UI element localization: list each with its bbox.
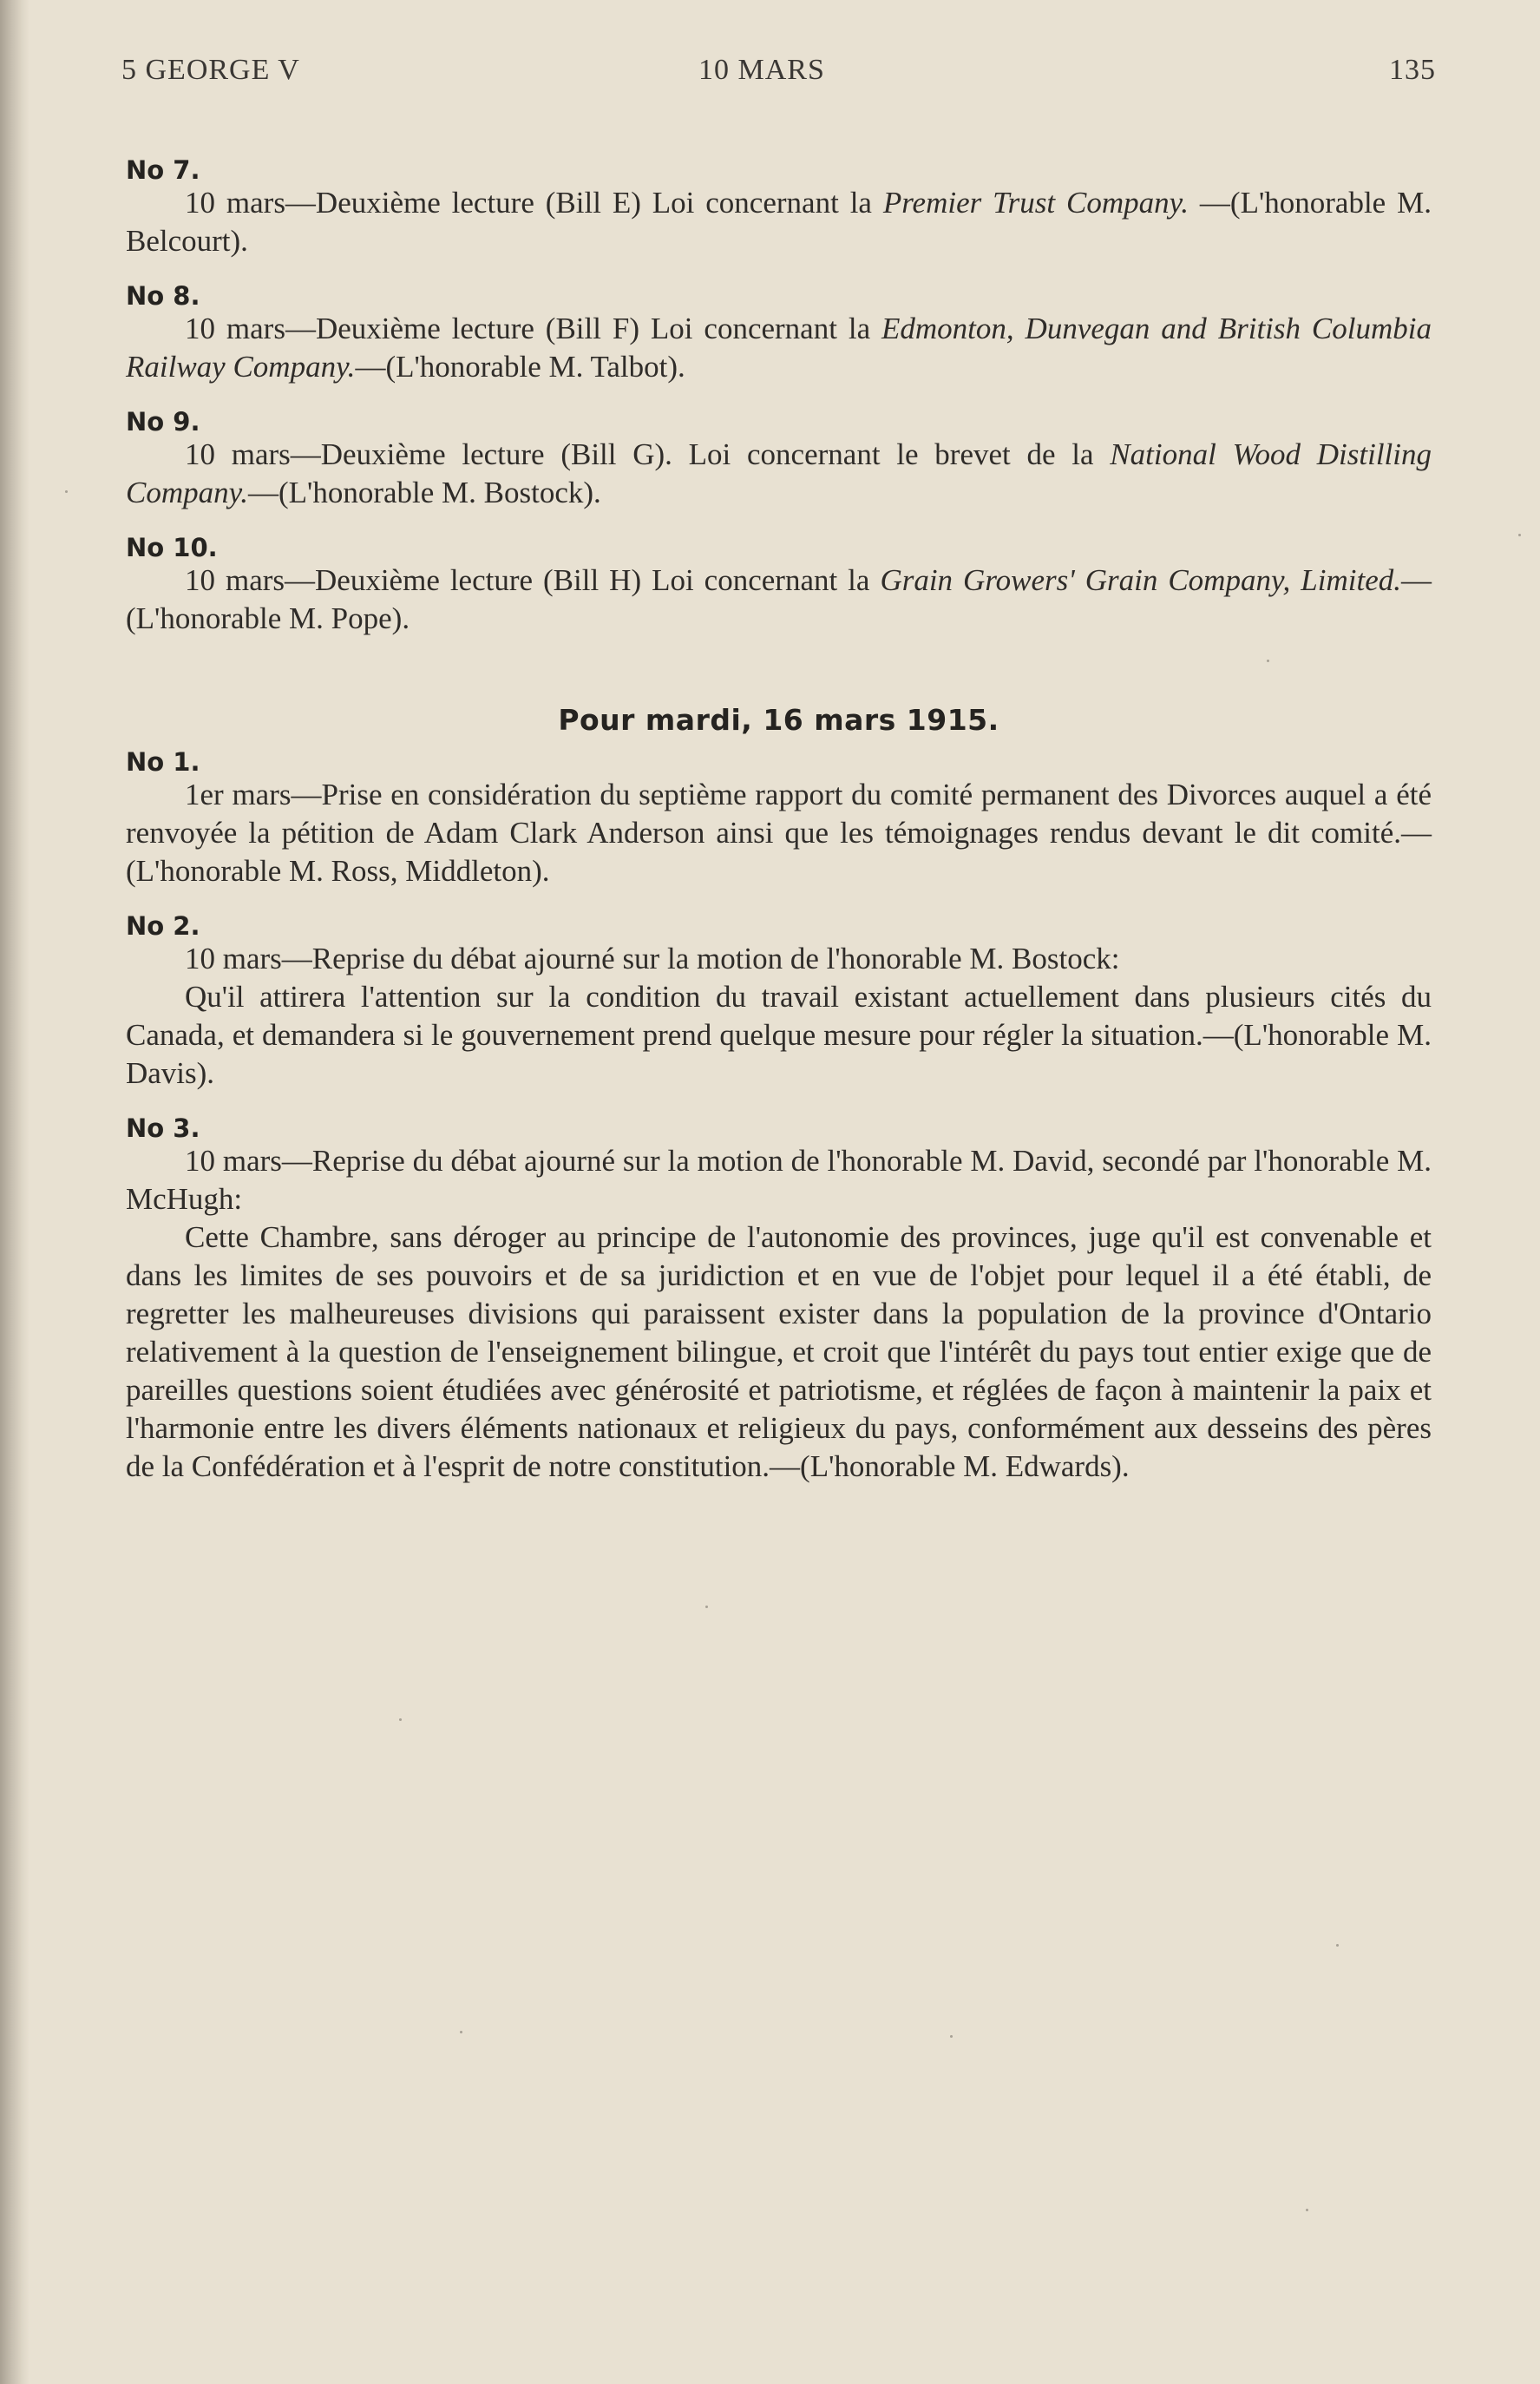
order-entry [126,282,1432,386]
speck [1267,660,1269,662]
binding-edge [0,0,29,2384]
speck [460,2031,462,2033]
order-entry [126,534,1432,638]
speck [705,1606,708,1608]
entry-number: No 7. [126,155,200,185]
bill-title: National Wood Distilling Company. [126,437,1432,509]
header-center: 10 MARS [698,54,825,86]
speck [1336,1944,1339,1947]
bill-title: Premier Trust Company. [882,186,1189,220]
order-entry [126,748,1432,890]
entry-number: No 8. [126,281,200,311]
speck [65,490,68,493]
page-number: 135 [1389,54,1436,86]
speck [950,2035,953,2038]
speck [1518,534,1521,536]
entry-paragraph: 10 mars—Reprise du débat ajourné sur la motion de l'honorable M. Bostock: [185,942,1120,975]
entry-number: No 9. [126,407,200,437]
entry-paragraph: 1er mars—Prise en considération du septième rapport du comité permanent des Divorces auquel a été renvoyée la pétition de Adam Clark Anderson ainsi que les témoignages rendus devant le dit comité.—(L'honorable M. Ross, Middleton). [126,778,1432,888]
entry-number: No 2. [126,911,200,941]
header-left: 5 GEORGE V [121,54,300,86]
entry-number: No 3. [126,1113,200,1143]
order-entry [126,156,1432,260]
section-heading: Pour mardi, 16 mars 1915. [558,703,999,737]
speck [1306,2209,1308,2211]
entry-text: 10 mars—Deuxième lecture (Bill E) Loi concernant la Premier Trust Company. —(L'honorable M. Belcourt). [126,186,1432,258]
order-entry [126,408,1432,512]
running-header [121,54,1436,106]
entry-number: No 1. [126,747,200,777]
entry-text: 10 mars—Deuxième lecture (Bill H) Loi concernant la Grain Growers' Grain Company, Limited.—(L'honorable M. Pope). [126,563,1432,635]
order-entry [126,1114,1432,1486]
order-entry [126,912,1432,1093]
bill-title: Edmonton, Dunvegan and British Columbia Railway Company. [126,312,1432,384]
entry-paragraph: 10 mars—Reprise du débat ajourné sur la motion de l'honorable M. David, secondé par l'honorable M. McHugh: [126,1144,1432,1216]
page-content [126,152,1432,1507]
motion-text: Cette Chambre, sans déroger au principe de l'autonomie des provinces, juge qu'il est convenable et dans les limites de ses pouvoirs et de sa juridiction et en vue de l'objet pour lequel il a été établi, de regretter les malheureuses divisions qui paraissent exister dans la population de la province d'Ontario relativement à la question de l'enseignement bilingue, et croit que l'intérêt du pays tout entier exige que de pareilles questions soient étudiées avec générosité et patriotisme, et réglées de façon à maintenir la paix et l'harmonie entre les divers éléments nationaux et religieux du pays, conformément aux desseins des pères de la Confédération et à l'esprit de notre constitution.—(L'honorable M. Edwards). [126,1220,1432,1483]
entry-number: No 10. [126,533,218,562]
entry-text: 10 mars—Deuxième lecture (Bill G). Loi concernant le brevet de la National Wood Distilling Company.—(L'honorable M. Bostock). [126,437,1432,509]
bill-title: Grain Growers' Grain Company, Limited. [880,563,1401,597]
motion-text: Qu'il attirera l'attention sur la condition du travail existant actuellement dans plusieurs cités du Canada, et demandera si le gouvernement prend quelque mesure pour régler la situation.—(L'honorable M. Davis). [126,980,1432,1090]
speck [399,1718,402,1721]
entry-text: 10 mars—Deuxième lecture (Bill F) Loi concernant la Edmonton, Dunvegan and British Columbia Railway Company.—(L'honorable M. Talbot). [126,312,1432,384]
